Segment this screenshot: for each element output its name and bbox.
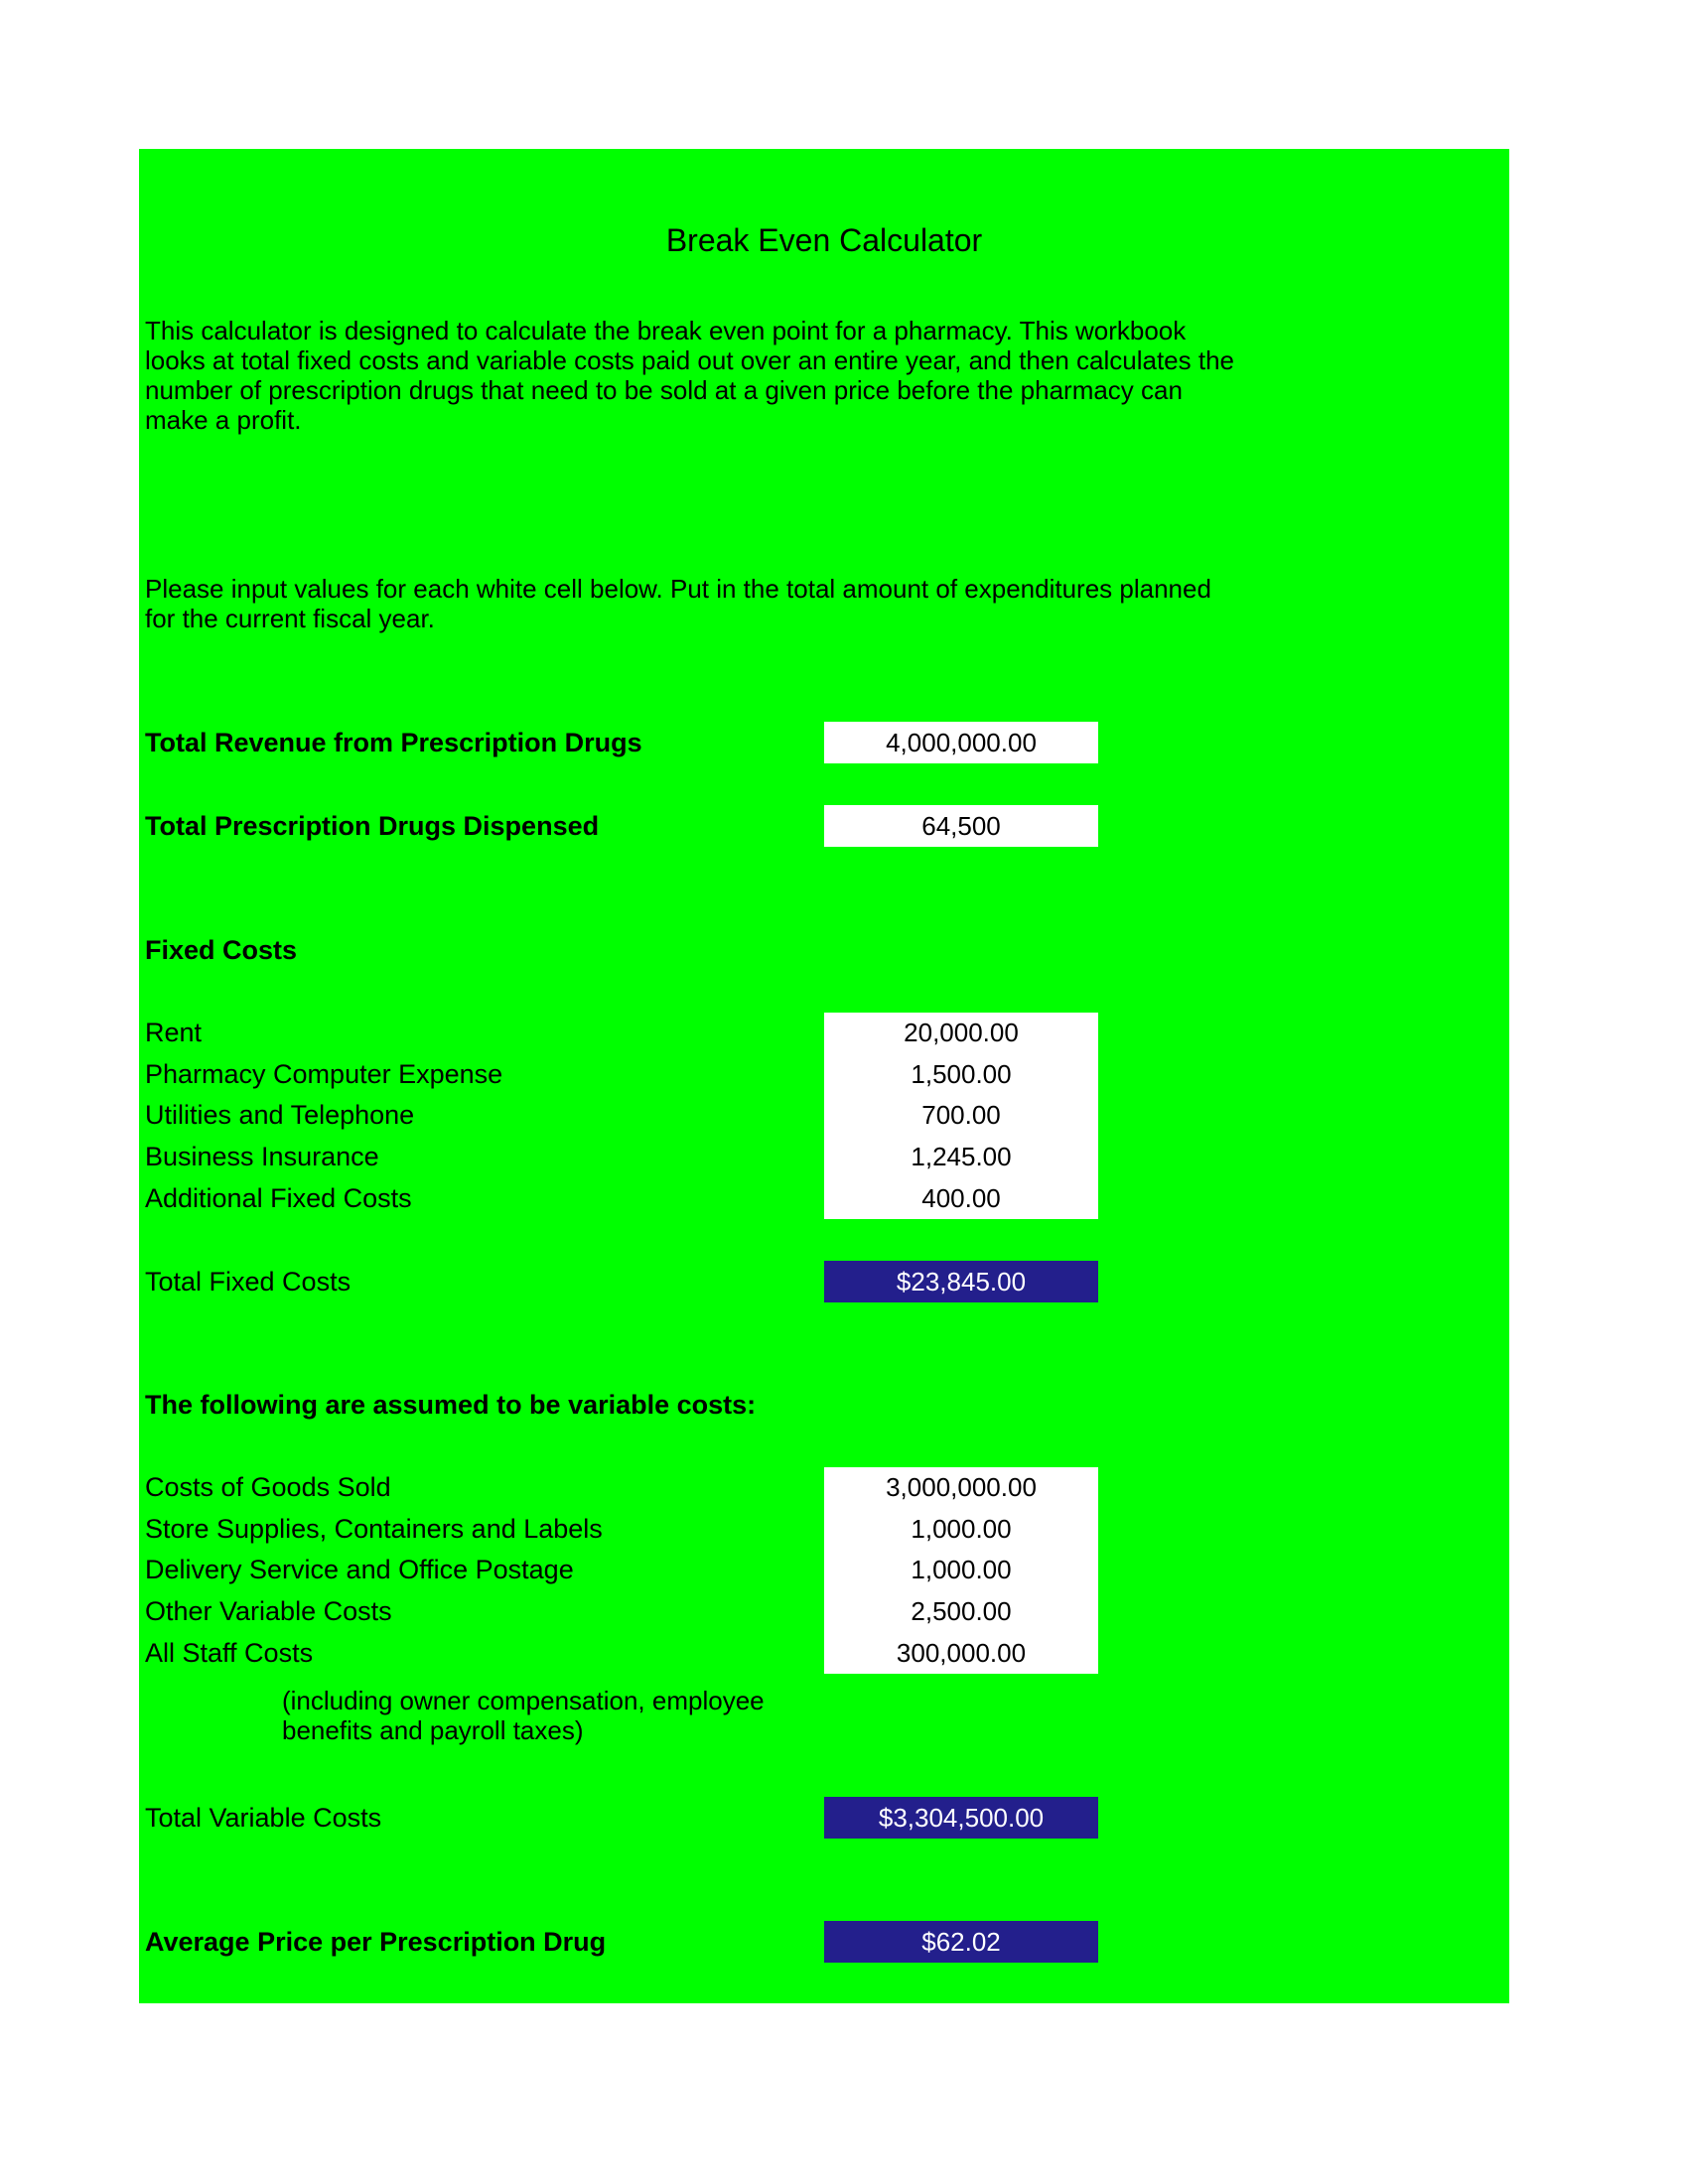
cogs-label: Costs of Goods Sold: [145, 1472, 391, 1502]
computer-expense-label: Pharmacy Computer Expense: [145, 1059, 503, 1089]
variable-costs-heading: The following are assumed to be variable costs:: [145, 1390, 757, 1420]
total-fixed-label: Total Fixed Costs: [145, 1267, 352, 1297]
revenue-label: Total Revenue from Prescription Drugs: [145, 728, 642, 757]
revenue-input[interactable]: 4,000,000.00: [824, 722, 1098, 763]
fixed-costs-heading: Fixed Costs: [145, 935, 298, 965]
rent-label: Rent: [145, 1018, 203, 1047]
utilities-label: Utilities and Telephone: [145, 1100, 415, 1130]
average-price-value: $62.02: [824, 1921, 1098, 1963]
staff-costs-input[interactable]: 300,000.00: [896, 1638, 1027, 1668]
insurance-input[interactable]: 1,245.00: [911, 1142, 1012, 1171]
additional-fixed-label: Additional Fixed Costs: [145, 1183, 412, 1213]
store-supplies-input[interactable]: 1,000.00: [911, 1514, 1012, 1544]
other-variable-label: Other Variable Costs: [145, 1596, 392, 1626]
average-price-label: Average Price per Prescription Drug: [145, 1927, 607, 1957]
cogs-input[interactable]: 3,000,000.00: [886, 1472, 1037, 1502]
total-variable-label: Total Variable Costs: [145, 1803, 382, 1833]
staff-costs-note: (including owner compensation, employee benefits and payroll taxes): [282, 1686, 765, 1745]
intro-text: This calculator is designed to calculate the break even point for a pharmacy. This workbook looks at total fixed costs and variable costs paid out over an entire year, and then calculates the number of prescription drugs that need to be sold at a given price before the pharmacy can make a profit.: [145, 316, 1234, 435]
insurance-label: Business Insurance: [145, 1142, 379, 1171]
page-title: Break Even Calculator: [665, 222, 983, 258]
utilities-input[interactable]: 700.00: [921, 1100, 1001, 1130]
store-supplies-label: Store Supplies, Containers and Labels: [145, 1514, 603, 1544]
spreadsheet-sheet: [139, 149, 1509, 2003]
staff-costs-label: All Staff Costs: [145, 1638, 314, 1668]
total-variable-value: $3,304,500.00: [824, 1797, 1098, 1839]
dispensed-input[interactable]: 64,500: [824, 805, 1098, 847]
total-fixed-value: $23,845.00: [824, 1261, 1098, 1302]
rent-input[interactable]: 20,000.00: [904, 1018, 1019, 1047]
delivery-input[interactable]: 1,000.00: [911, 1555, 1012, 1584]
computer-expense-input[interactable]: 1,500.00: [911, 1059, 1012, 1089]
additional-fixed-input[interactable]: 400.00: [921, 1183, 1001, 1213]
dispensed-label: Total Prescription Drugs Dispensed: [145, 811, 600, 841]
delivery-label: Delivery Service and Office Postage: [145, 1555, 574, 1584]
other-variable-input[interactable]: 2,500.00: [911, 1596, 1012, 1626]
instructions-text: Please input values for each white cell below. Put in the total amount of expenditures planned for the current fiscal year.: [145, 574, 1211, 633]
